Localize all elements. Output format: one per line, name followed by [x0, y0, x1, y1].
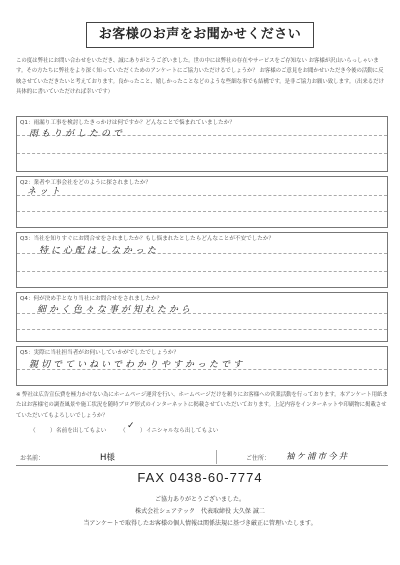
handwritten-answer: ネット: [27, 187, 64, 197]
handwritten-answer: 細かく色々な事が知れたから: [37, 305, 194, 315]
intro-text: この度は弊社にお問い合わせをいただき、誠にありがとうございました。世の中には弊社の存在やサービスをご存知ない お客様が沢山いらっしゃいます。その方たちに弊社をより深く知っていただくためのアンケートにご協力いただけるでしょうか？ お客様のご意見をお聞かせいただき今後の活動に反映させていただきたいと考えております。良かったこと、嬉しかったことなどのような些細な事でも結構です。是非ご協力お願い致します。（出来るだけ具体的に書いていただければ幸いです）: [16, 58, 384, 95]
handwritten-answer: 特に心配はしなかった: [39, 246, 160, 256]
option-name-ok[interactable]: 名前を出してもよい: [56, 428, 107, 434]
option-bracket-close: ）: [50, 428, 56, 434]
field-divider: [216, 450, 217, 464]
question-box-q4: [16, 292, 388, 342]
answer-line: [17, 329, 387, 330]
answer-line: [17, 211, 387, 212]
option-bracket-open: （: [120, 428, 126, 434]
question-box-q2: [16, 176, 388, 228]
name-label: お名前：: [20, 455, 45, 462]
option-bracket-close: ）: [140, 428, 146, 434]
answer-line: [17, 195, 387, 196]
answer-line: [17, 153, 387, 154]
question-label: Q2：業者や工事会社をどのように探されましたか？: [20, 180, 152, 186]
question-label: Q5：実際に当社担当者がお伺いしていかがでしたでしょうか？: [20, 350, 179, 356]
question-box-q1: [16, 116, 388, 172]
answer-line: [17, 271, 387, 272]
name-value: H様: [100, 453, 115, 463]
handwritten-answer: 雨もりがしたので: [29, 129, 126, 139]
option-bracket-open: （: [30, 428, 36, 434]
privacy-notice: 当アンケートで取得したお客様の個人情報は関係法規に基づき厳正に管理いたします。: [83, 520, 317, 527]
respondent-info-row: [16, 448, 388, 466]
option-initial-ok[interactable]: イニシャルなら出してもよい: [146, 428, 219, 434]
company-signature: 株式会社シェアテック 代表取締役 大久保 誠二: [135, 508, 265, 515]
address-label: ご住所：: [246, 455, 271, 462]
thanks-text: ご協力ありがとうございました。: [154, 496, 245, 503]
page-title: お客様のお声をお聞かせください: [86, 22, 314, 48]
question-label: Q4：何が決め手となり当社にお問合せをされましたか？: [20, 296, 163, 302]
publication-consent-note: ※ 弊社は広告宣伝費を極力かけない為にホームページ運営を行い、ホームページだけを頼りにお客様への営業活動を行っております。本アンケート用紙またはお客様宅の調査風景や施工状況を随時ブログ形式のインターネットに掲載させていただいております。上記内容をインターネットや印刷物に掲載させていただいてもよろしいでしょうか？: [16, 392, 388, 419]
fax-number: FAX 0438-60-7774: [137, 470, 263, 485]
handwritten-answer: 親切でていねいでわかりやすかったです: [29, 360, 246, 370]
question-label: Q3：当社を知りすぐにお問合せをされましたか？もし悩まれたとしたらどんなことが不安でしたか？: [20, 236, 275, 242]
question-label: Q1：雨漏り工事を検討したきっかけは何ですか？どんなことで悩まれていましたか？: [20, 120, 235, 126]
checkmark-icon: ✓: [127, 421, 135, 431]
address-value: 袖ケ浦市今井: [286, 452, 350, 462]
question-box-q3: [16, 232, 388, 288]
question-box-q5: [16, 346, 388, 386]
